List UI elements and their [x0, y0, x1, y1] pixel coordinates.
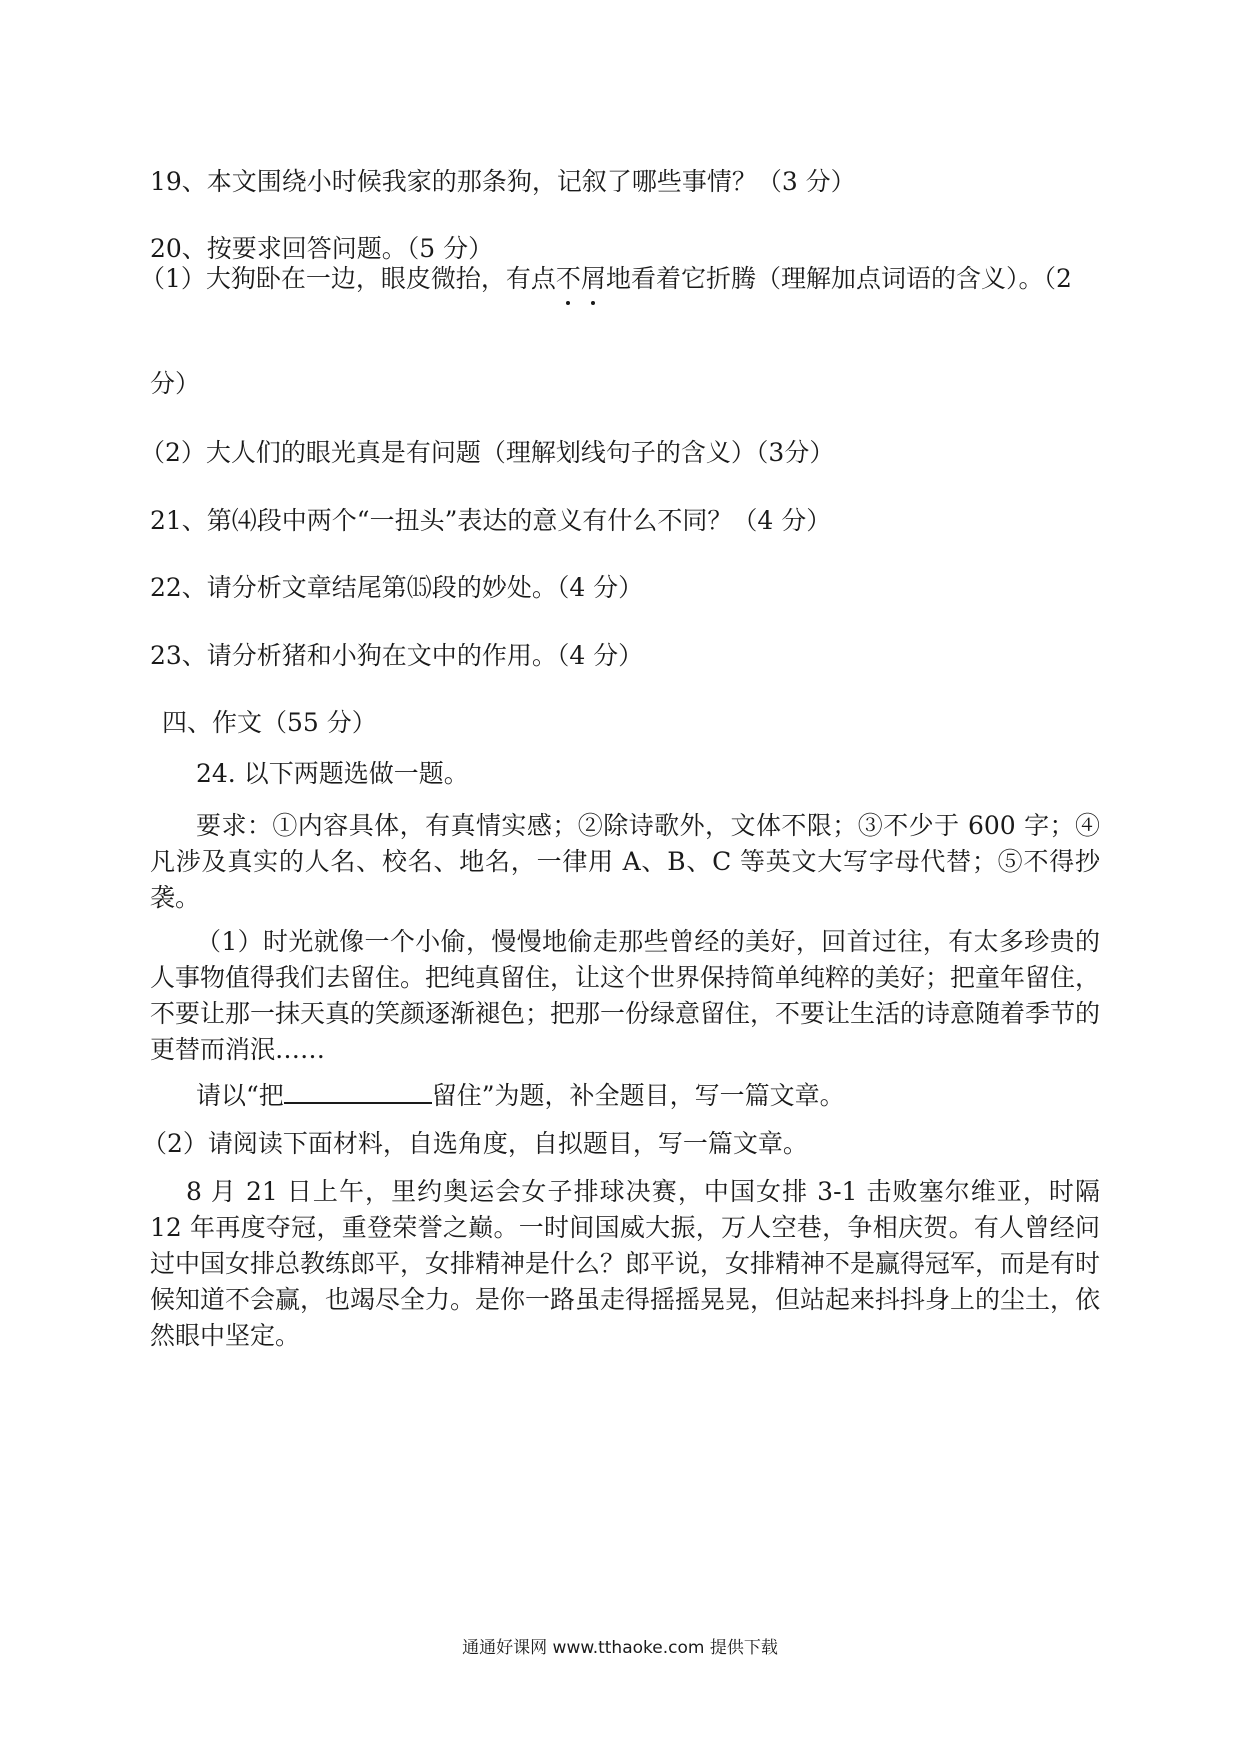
essay-section-title: 四、作文（55 分） — [162, 708, 377, 737]
essay-topic-1-prompt-before: 请以“把 — [196, 1081, 284, 1110]
question-20-part-2: （2）大人们的眼光真是有问题（理解划线句子的含义）（3分） — [140, 438, 835, 467]
question-19: 19、本文围绕小时候我家的那条狗，记叙了哪些事情？（3 分） — [150, 167, 856, 196]
question-24: 24. 以下两题选做一题。 — [196, 759, 469, 788]
page-footer: 通通好课网 www.tthaoke.com 提供下载 — [462, 1638, 778, 1658]
question-22: 22、请分析文章结尾第⒂段的妙处。（4 分） — [150, 573, 644, 602]
title-blank — [284, 1078, 432, 1104]
question-23: 23、请分析猪和小狗在文中的作用。（4 分） — [150, 641, 644, 670]
question-20-part-1-wrap: 分） — [150, 369, 201, 398]
dotted-character-2: 屑 — [580, 264, 606, 293]
essay-requirements: 要求：①内容具体，有真情实感；②除诗歌外，文体不限；③不少于 600 字；④凡涉及真实的人名、校名、地名，一律用 A、B、C 等英文大写字母代替；⑤不得抄袭。 — [150, 811, 1100, 912]
essay-section — [142, 758, 1101, 1354]
question-20-part-1-text-before: （1）大狗卧在一边，眼皮微抬，有点 — [140, 264, 556, 293]
essay-topic-2: （2）请阅读下面材料，自选角度，自拟题目，写一篇文章。 — [142, 1129, 808, 1158]
essay-topic-1-prompt — [150, 1078, 1100, 1112]
dotted-character-1: 不 — [555, 264, 581, 293]
question-20-part-1 — [140, 263, 1072, 295]
question-20: 20、按要求回答问题。（5 分） — [150, 234, 494, 263]
question-20-part-1-text-after: 地看着它折腾（理解加点词语的含义）。（2 — [605, 264, 1072, 293]
question-21: 21、第⑷段中两个“一扭头”表达的意义有什么不同？（4 分） — [150, 506, 832, 535]
essay-topic-1-prompt-after: 留住”为题，补全题目，写一篇文章。 — [431, 1081, 845, 1110]
essay-topic-1: （1）时光就像一个小偷，慢慢地偷走那些曾经的美好，回首过往，有太多珍贵的人事物值得我们去留住。把纯真留住，让这个世界保持简单纯粹的美好；把童年留住，不要让那一抹天真的笑颜逐渐褪色；把那一份绿意留住，不要让生活的诗意随着季节的更替而消泯…… — [150, 927, 1101, 1064]
essay-material: 8 月 21 日上午，里约奥运会女子排球决赛，中国女排 3-1 击败塞尔维亚，时隔 12 年再度夺冠，重登荣誉之巅。一时间国威大振，万人空巷，争相庆贺。有人曾经问过中国女排总教练郎平，女排精神是什么？郎平说，女排精神不是赢得冠军，而是有时候知道不会赢，也竭尽全力。是你一路虽走得摇摇晃晃，但站起来抖抖身上的尘土，依然眼中坚定。 — [150, 1177, 1101, 1350]
